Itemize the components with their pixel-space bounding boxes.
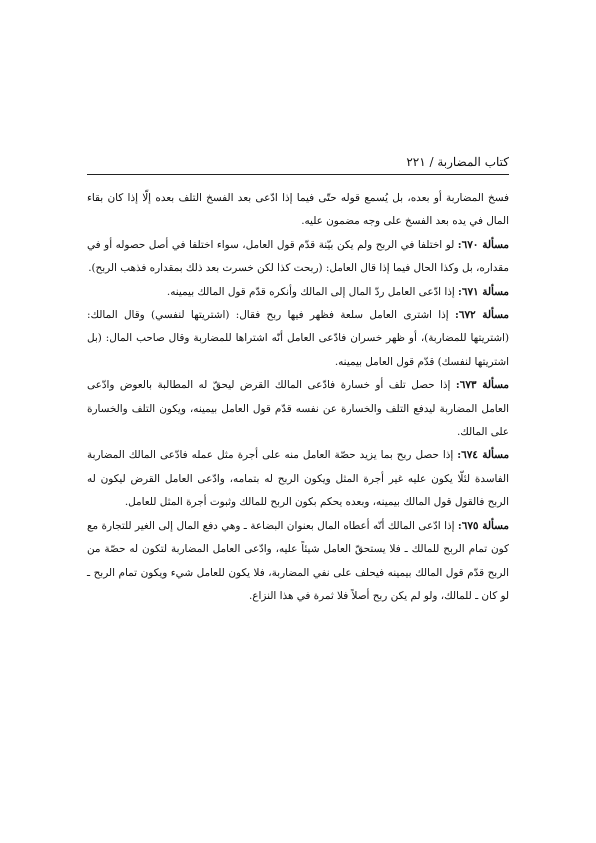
issue-label: مسألة ٦٧٢:	[455, 309, 510, 322]
issue-text: لو اختلفا في الربح ولم يكن بيّنة قدّم قول العامل، سواء اختلفا في أصل حصوله أو في مقداره، بل وكذا الحال فيما إذا قال العامل: (ربحت كذا لكن خسرت بعد ذلك بمقداره فذهب الربح).	[87, 238, 509, 275]
issue-label: مسألة ٦٧٣:	[455, 379, 509, 392]
issue-text: إذا حصل تلف أو خسارة فادّعى المالك القرض ليحقّ له المطالبة بالعوض وادّعى العامل المضاربة ليدفع التلف والخسارة عن نفسه قدّم قول العامل بيمينه، ويكون التلف والخسارة على المالك.	[87, 379, 509, 439]
issue-label: مسألة ٦٧٥:	[457, 519, 509, 532]
issue-label: مسألة ٦٧٤:	[457, 449, 510, 462]
page-body	[87, 187, 509, 608]
paragraph-continuation	[87, 187, 509, 234]
issue-text: إذا ادّعى العامل ردّ المال إلى المالك وأنكره قدّم قول المالك بيمينه.	[166, 285, 459, 298]
issue-675	[87, 515, 509, 609]
issue-text: إذا اشترى العامل سلعة فظهر فيها ربح فقال: (اشتريتها لنفسي) وقال المالك: (اشتريتها للمضاربة)، أو ظهر خسران فادّعى العامل أنّه اشتراها للمضاربة وقال صاحب المال: (بل اشتريتها لنفسك) قدّم قول العامل بيمينه.	[87, 309, 509, 368]
header-rule	[87, 174, 509, 175]
issue-label: مسألة ٦٧١:	[458, 285, 509, 298]
issue-text: إذا ادّعى المالك أنّه أعطاه المال بعنوان البضاعة ـ وهي دفع المال إلى الغير للتجارة مع كون تمام الربح للمالك ـ فلا يستحقّ العامل شيئاً عليه، وادّعى العامل المضاربة لتكون له حصّة من الربح قدّم قول المالك بيمينه فيحلف على نفي المضاربة، فلا يكون للعامل شيء ويكون تمام الربح ـ لو كان ـ للمالك، ولو لم يكن ربح أصلاً فلا ثمرة في هذا النزاع.	[87, 519, 509, 602]
issue-674	[87, 444, 509, 514]
issue-673	[87, 374, 509, 444]
issue-670	[87, 234, 509, 281]
issue-label: مسألة ٦٧٠:	[457, 238, 509, 251]
running-header	[87, 150, 509, 174]
issue-672	[87, 304, 509, 374]
running-title: كتاب المضاربة / ٢٢١	[406, 155, 509, 169]
issue-text: إذا حصل ربح بما يزيد حصّة العامل منه على أجرة مثل عمله فادّعى المالك المضاربة الفاسدة لئلّا يكون عليه غير أجرة المثل ويكون الربح له بتمامه، وادّعى العامل القرض ليكون له الربح فالقول قول المالك بيمينه، وبعده يحكم بكون الربح للمالك وثبوت أجرة المثل للعامل.	[87, 449, 509, 509]
paragraph-text: فسخ المضاربة أو بعده، بل يُسمع قوله حتّى فيما إذا ادّعى بعد الفسخ التلف بعده إلّا إذا كان بقاء المال في يده بعد الفسخ على وجه مضمون عليه.	[87, 192, 509, 228]
issue-671	[87, 281, 509, 304]
